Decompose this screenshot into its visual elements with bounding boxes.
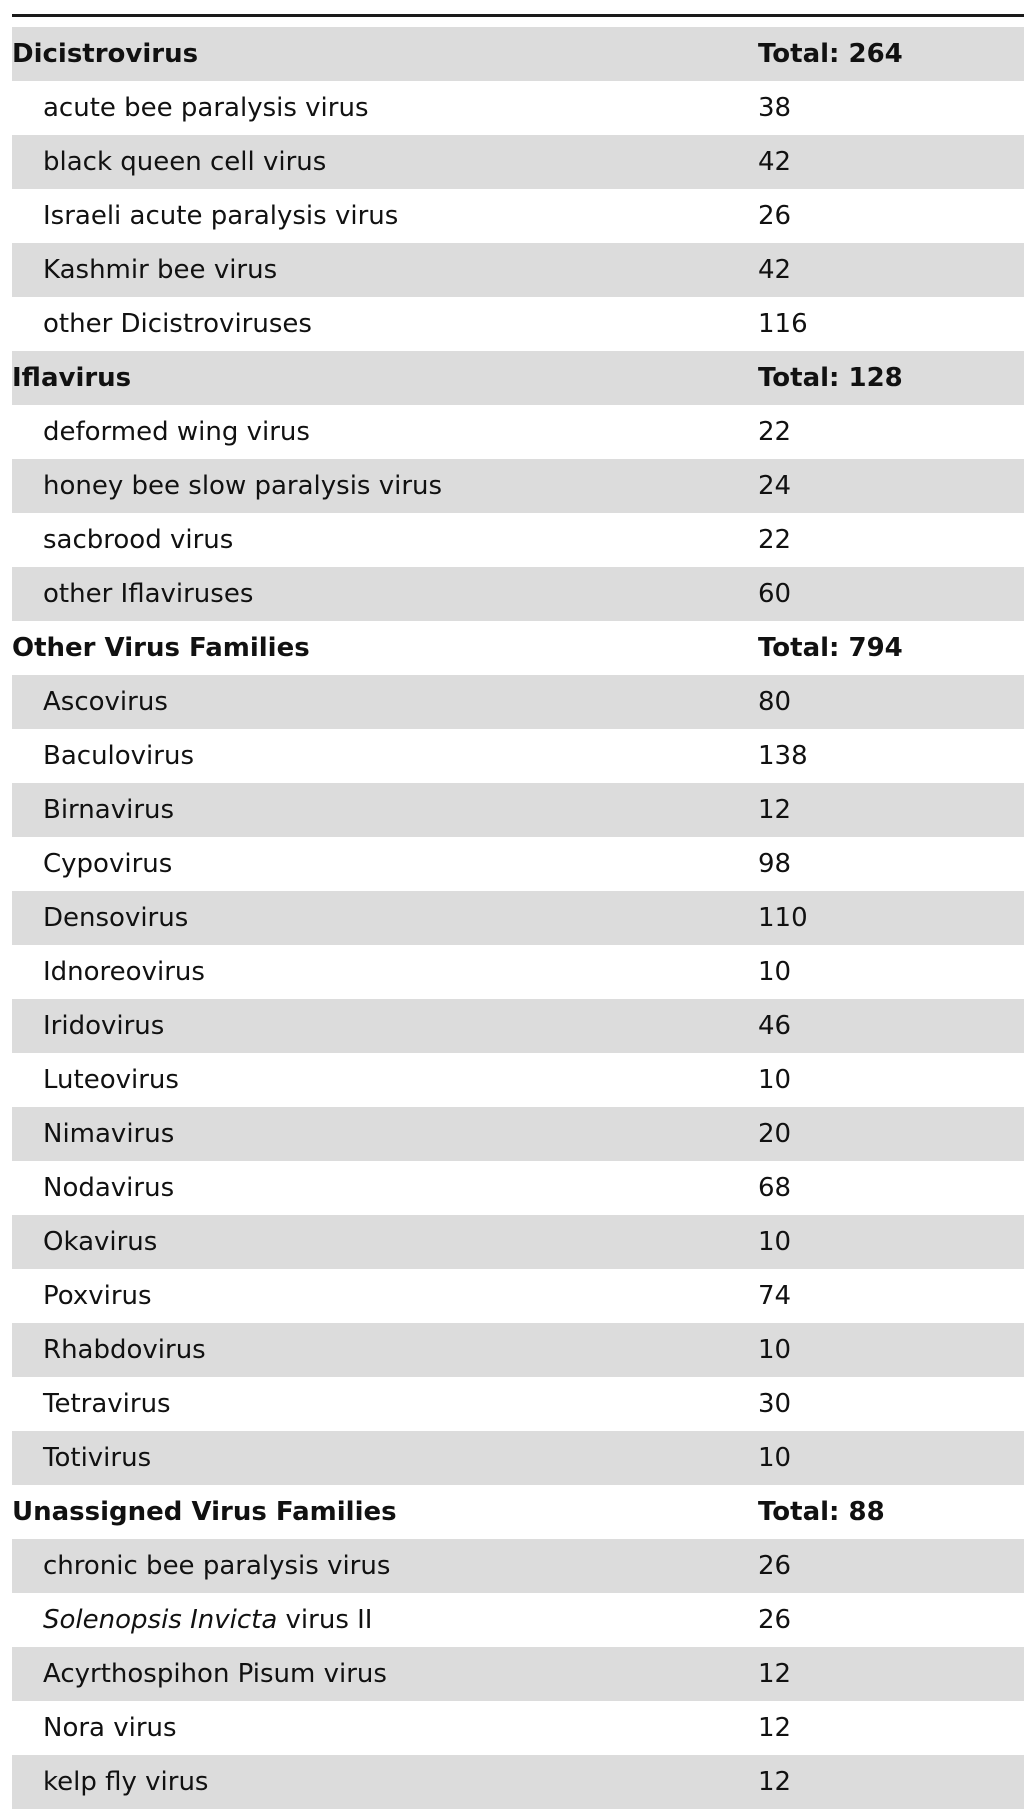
virus-name: Acyrthospihon Pisum virus (43, 1659, 387, 1689)
virus-name: Idnoreovirus (43, 957, 205, 987)
table-row (12, 1755, 1024, 1809)
virus-name: other Iflaviruses (43, 579, 254, 609)
virus-count: 22 (758, 525, 792, 555)
virus-name: Ascovirus (43, 687, 168, 717)
table-row (12, 513, 1024, 567)
virus-count: 10 (758, 957, 792, 987)
virus-name: kelp fly virus (43, 1767, 209, 1797)
virus-count: 60 (758, 579, 792, 609)
table-row (12, 1647, 1024, 1701)
virus-count: 26 (758, 201, 792, 231)
table-row (12, 1701, 1024, 1755)
virus-name: sacbrood virus (43, 525, 234, 555)
virus-count: 26 (758, 1605, 792, 1635)
virus-count: 12 (758, 1767, 792, 1797)
virus-count: 12 (758, 1713, 792, 1743)
table-top-rule (12, 14, 1024, 17)
table-row (12, 135, 1024, 189)
virus-count: 30 (758, 1389, 792, 1419)
virus-name: Birnavirus (43, 795, 175, 825)
virus-count: 22 (758, 417, 792, 447)
table-row (12, 81, 1024, 135)
group-row-iflavirus (12, 351, 1024, 405)
table-row (12, 1539, 1024, 1593)
virus-count: 74 (758, 1281, 792, 1311)
group-name: Other Virus Families (12, 633, 310, 663)
virus-count: 116 (758, 309, 808, 339)
table-row (12, 1593, 1024, 1647)
table-row (12, 891, 1024, 945)
group-total: Total: 88 (758, 1497, 885, 1527)
virus-name: Tetravirus (43, 1389, 171, 1419)
table-row (12, 999, 1024, 1053)
virus-count: 10 (758, 1227, 792, 1257)
virus-name (12, 1605, 758, 1635)
table-row (12, 1053, 1024, 1107)
virus-count: 10 (758, 1335, 792, 1365)
table-row (12, 567, 1024, 621)
table-row (12, 1323, 1024, 1377)
virus-count: 110 (758, 903, 808, 933)
virus-name: Poxvirus (43, 1281, 152, 1311)
virus-name: chronic bee paralysis virus (43, 1551, 391, 1581)
virus-count: 68 (758, 1173, 792, 1203)
virus-count: 12 (758, 795, 792, 825)
group-row-unassigned-virus-families (12, 1485, 1024, 1539)
virus-name: deformed wing virus (43, 417, 310, 447)
group-total: Total: 264 (758, 39, 903, 69)
table-row (12, 837, 1024, 891)
table-row (12, 189, 1024, 243)
virus-name: Cypovirus (43, 849, 173, 879)
virus-name: Okavirus (43, 1227, 158, 1257)
virus-count: 10 (758, 1443, 792, 1473)
table-row (12, 405, 1024, 459)
virus-name-rest: virus II (277, 1605, 373, 1635)
group-total: Total: 128 (758, 363, 903, 393)
virus-name-italic: Solenopsis Invicta (43, 1605, 278, 1635)
virus-name: Israeli acute paralysis virus (43, 201, 399, 231)
virus-name: Iridovirus (43, 1011, 165, 1041)
table-row (12, 1161, 1024, 1215)
virus-name: Nimavirus (43, 1119, 175, 1149)
virus-count: 12 (758, 1659, 792, 1689)
table-row (12, 1269, 1024, 1323)
virus-name: acute bee paralysis virus (43, 93, 369, 123)
virus-count: 42 (758, 147, 792, 177)
table-row (12, 783, 1024, 837)
table-row (12, 1215, 1024, 1269)
group-row-other-virus-families (12, 621, 1024, 675)
table-row (12, 1431, 1024, 1485)
virus-name: Totivirus (43, 1443, 152, 1473)
virus-name: other Dicistroviruses (43, 309, 312, 339)
virus-count: 98 (758, 849, 792, 879)
virus-count: 26 (758, 1551, 792, 1581)
virus-table (12, 14, 1024, 1809)
table-row (12, 459, 1024, 513)
virus-name: Baculovirus (43, 741, 194, 771)
virus-count: 38 (758, 93, 792, 123)
table-row (12, 1107, 1024, 1161)
table-row (12, 1377, 1024, 1431)
group-total: Total: 794 (758, 633, 903, 663)
virus-count: 80 (758, 687, 792, 717)
table-row (12, 243, 1024, 297)
table-row (12, 945, 1024, 999)
group-row-dicistrovirus (12, 27, 1024, 81)
virus-name: honey bee slow paralysis virus (43, 471, 443, 501)
virus-name: Kashmir bee virus (43, 255, 278, 285)
virus-count: 20 (758, 1119, 792, 1149)
virus-name: Densovirus (43, 903, 189, 933)
group-name: Unassigned Virus Families (12, 1497, 397, 1527)
virus-count: 138 (758, 741, 808, 771)
group-name: Dicistrovirus (12, 39, 199, 69)
virus-count: 10 (758, 1065, 792, 1095)
table-row (12, 297, 1024, 351)
group-name: Iflavirus (12, 363, 132, 393)
table-row (12, 675, 1024, 729)
virus-name: black queen cell virus (43, 147, 327, 177)
virus-name: Nora virus (43, 1713, 177, 1743)
virus-count: 46 (758, 1011, 792, 1041)
table-row (12, 729, 1024, 783)
virus-count: 24 (758, 471, 792, 501)
virus-name: Luteovirus (43, 1065, 179, 1095)
virus-count: 42 (758, 255, 792, 285)
virus-name: Rhabdovirus (43, 1335, 206, 1365)
virus-name: Nodavirus (43, 1173, 175, 1203)
